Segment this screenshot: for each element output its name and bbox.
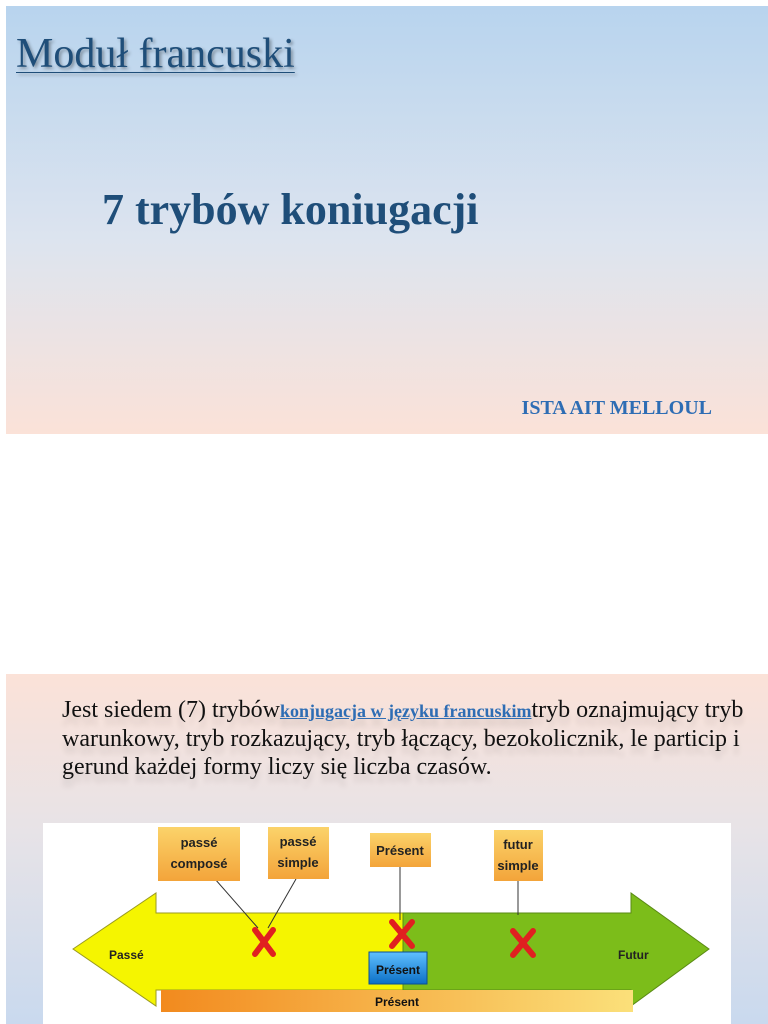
timeline-svg [43, 823, 731, 1024]
passe-compose-label: passé [180, 835, 218, 850]
futur-simple-label: simple [497, 858, 539, 873]
future-arrow [403, 893, 709, 1006]
conjugation-link[interactable]: konjugacja w języku francuskim [279, 701, 532, 721]
passe-compose-label: composé [170, 856, 228, 871]
intro-paragraph [62, 696, 762, 781]
passe-arrow-label: Passé [109, 948, 144, 962]
slide-author: ISTA AIT MELLOUL [521, 397, 712, 419]
present-top-label: Présent [376, 843, 424, 858]
present-center-label: Présent [375, 963, 421, 977]
paragraph-text-start: Jest siedem (7) trybów [62, 697, 280, 723]
futur-arrow-label: Futur [618, 948, 649, 962]
passe-simple-label: simple [277, 855, 319, 870]
slide-title: Moduł francuski [16, 31, 295, 77]
title-slide [6, 6, 768, 434]
present-bar-label: Présent [374, 995, 420, 1009]
futur-simple-label: futur [503, 837, 533, 852]
passe-simple-label: passé [279, 834, 317, 849]
content-slide [6, 674, 768, 1024]
paragraph-text-end: tryb oznajmujący tryb warunkowy, tryb rozkazujący, tryb łączący, bezokolicznik, le particip i gerund każdej formy liczy się liczba czasów. [62, 697, 744, 780]
tense-timeline-diagram [43, 823, 731, 1024]
slide-subtitle: 7 trybów koniugacji [102, 185, 479, 234]
